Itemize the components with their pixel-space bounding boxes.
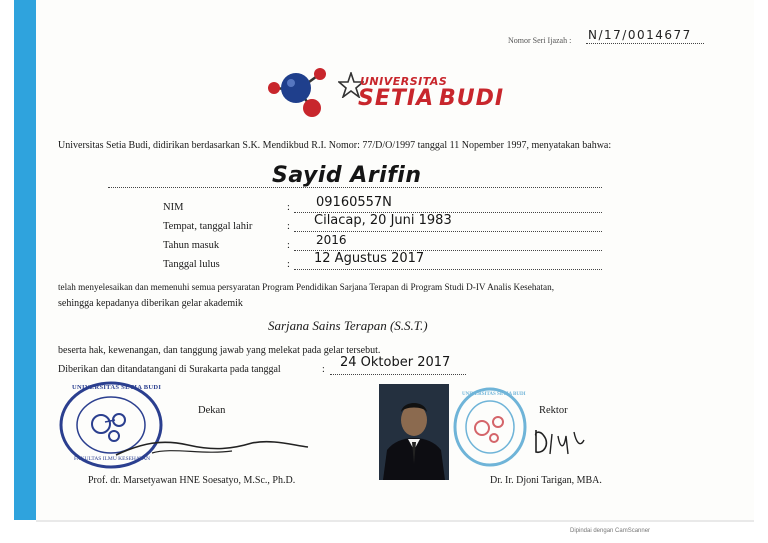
name-dots [108,187,602,188]
left-stamp-subtext: FAKULTAS ILMU KESEHATAN [74,456,151,462]
birth-dots [294,231,602,232]
dean-name: Prof. dr. Marsetyawan HNE Soesatyo, M.Sc., Ph.D. [88,475,296,486]
intro-statement: Universitas Setia Budi, didirikan berdasarkan S.K. Mendikbud R.I. Nomor: 77/D/O/1997 tanggal 11 Nopember 1997, menyatakan bahwa: [58,140,612,151]
university-stamp [452,386,528,468]
graduation-colon: : [287,259,290,270]
serial-number: N/17/0014677 [588,28,692,42]
issued-label: Diberikan dan ditandatangani di Surakarta pada tanggal [58,364,281,375]
logo-budi: BUDI [439,86,505,111]
left-stamp-text: UNIVERSITAS SETIA BUDI [72,384,162,391]
birth-label: Tempat, tanggal lahir [163,221,253,232]
rector-title: Rektor [539,405,568,416]
logo-setia: SETIA [358,86,435,111]
right-stamp-text: UNIVERSITAS SETIA BUDI [462,392,526,397]
rector-name: Dr. Ir. Djoni Tarigan, MBA. [490,475,602,486]
completion-line-2: sehingga kepadanya diberikan gelar akademik [58,298,243,309]
nim-colon: : [287,202,290,213]
dean-signature [112,425,312,465]
rights-line: beserta hak, kewenangan, dan tanggung jawab yang melekat pada gelar tersebut. [58,345,381,356]
serial-label: Nomor Seri Ijazah : [508,36,572,45]
issued-date: 24 Oktober 2017 [340,355,451,370]
issued-colon: : [322,364,325,375]
completion-line-1: telah menyelesaikan dan memenuhi semua persyaratan Program Pendidikan Sarjana Terapan di Program Studi D-IV Analis Kesehatan, [58,282,555,292]
issued-dots [330,374,466,375]
dean-title: Dekan [198,405,226,416]
birth-colon: : [287,221,290,232]
scanner-footer: Dipindai dengan CamScanner [570,528,651,534]
logo-universitas: UNIVERSITAS [360,75,448,88]
recipient-name: Sayid Arifin [272,163,422,188]
rector-signature [530,422,590,460]
entry-year-value: 2016 [316,233,347,247]
graduation-dots [294,269,602,270]
graduation-value: 12 Agustus 2017 [314,251,425,266]
graduate-photo [379,384,449,480]
entry-year-colon: : [287,240,290,251]
university-logo-molecule [262,64,332,122]
scan-blue-edge [14,0,36,520]
paper-shadow [36,520,754,522]
nim-value: 09160557N [316,195,392,210]
nim-label: NIM [163,202,184,213]
graduation-label: Tanggal lulus [163,259,220,270]
entry-year-label: Tahun masuk [163,240,220,251]
degree-title: Sarjana Sains Terapan (S.S.T.) [268,318,428,333]
serial-dots [586,43,704,44]
birth-value: Cilacap, 20 Juni 1983 [314,213,452,228]
